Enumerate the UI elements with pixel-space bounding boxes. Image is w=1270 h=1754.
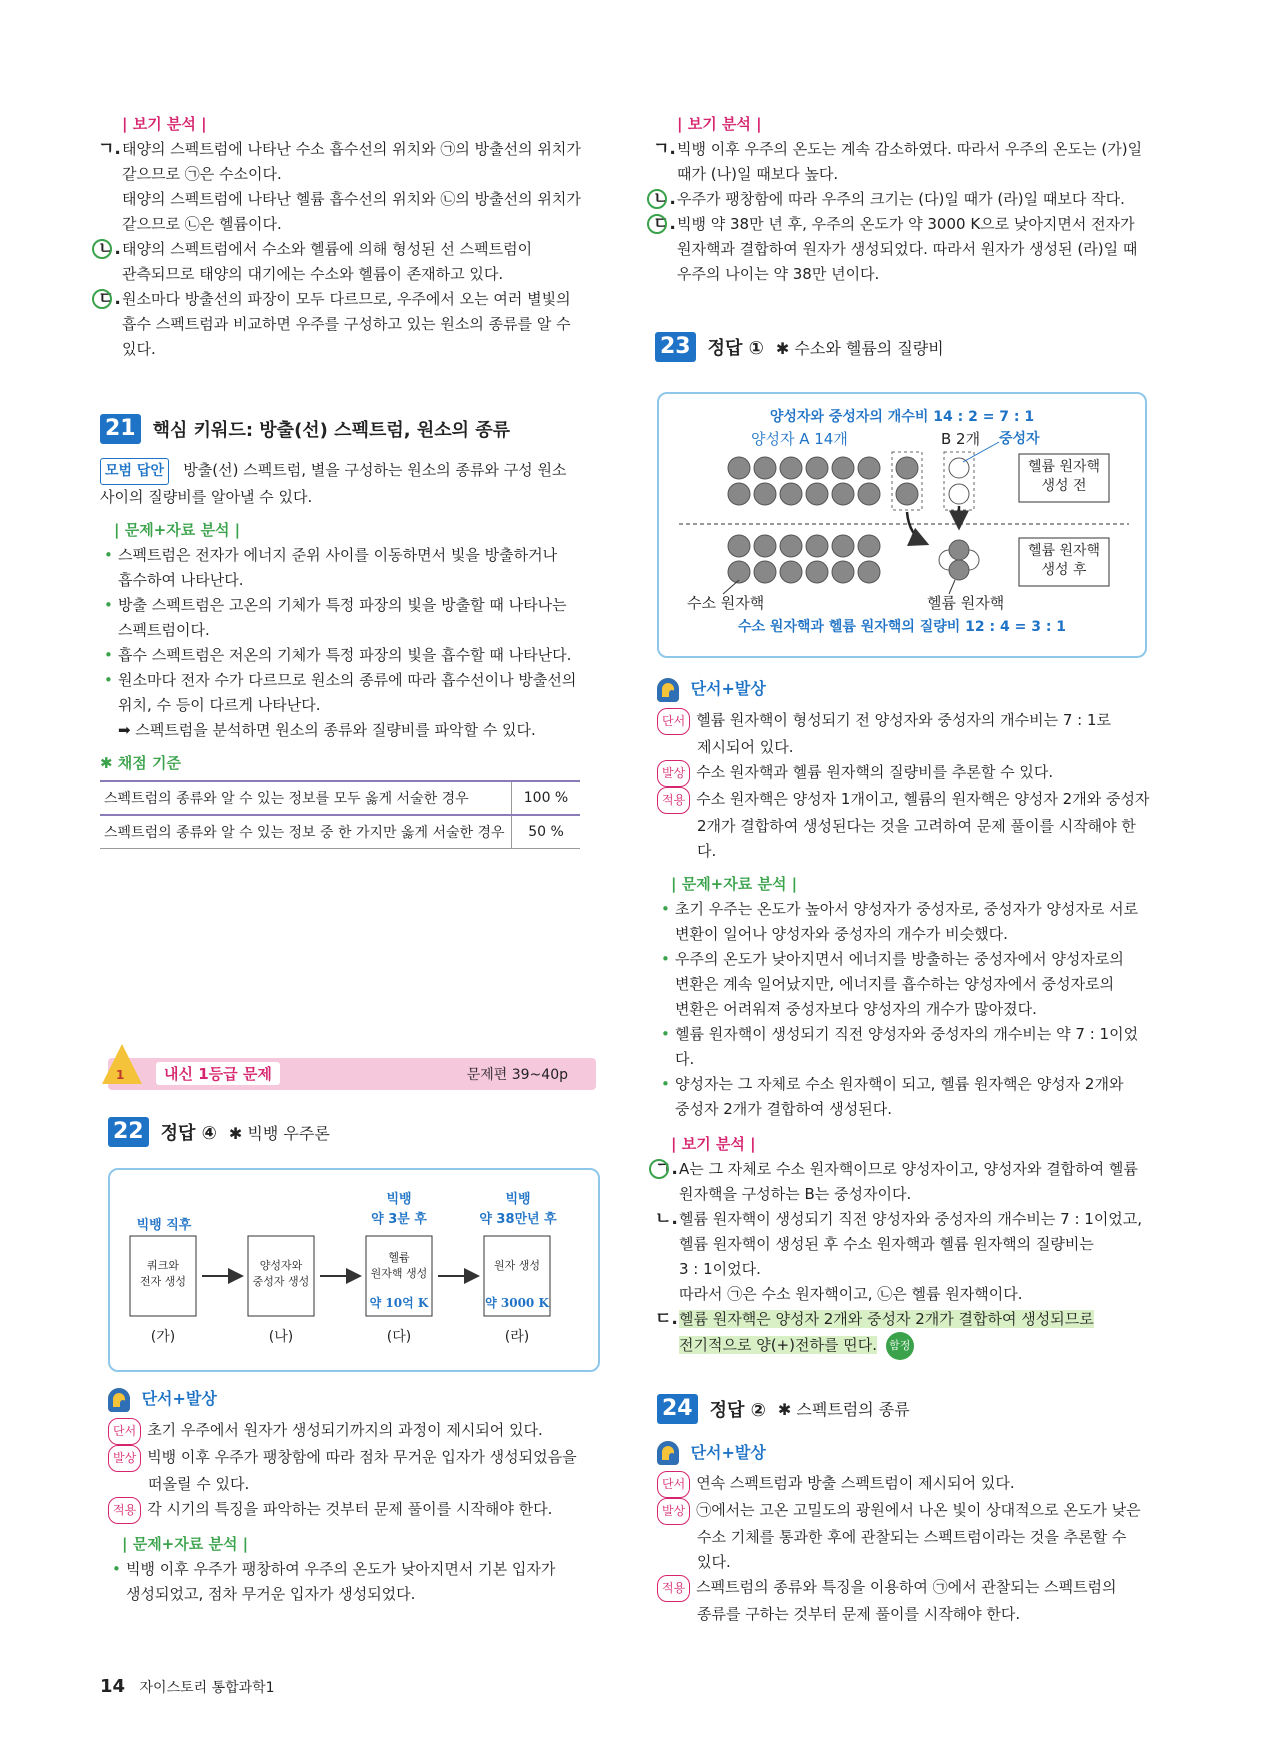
correct-circle-icon [647,214,667,234]
bogi-item-3: ㄷ. 빅뱅 약 38만 년 후, 우주의 온도가 약 3000 K으로 낮아지면서 전자가 원자핵과 결합하여 원자가 생성되었다. 따라서 원자가 생성된 (라)일 때 우주의 나이는 약 38만 년이다. [655,212,1150,287]
q21-conclusion: ➡ 스펙트럼을 분석하면 원소의 종류와 질량비를 파악할 수 있다. [118,721,536,739]
neutrons-before [949,458,969,504]
q23-bullet: • 헬륨 원자핵이 생성되기 직전 양성자와 중성자의 개수비는 약 7 : 1이었다. [657,1022,1152,1072]
helium-nucleus-label: 헬륨 원자핵 [927,594,1005,612]
page-number: 14 [100,1676,126,1697]
q21-number: 21 [100,414,141,444]
lightbulb-head-icon [108,1388,130,1412]
tip-row: 발상 빅뱅 이후 우주가 팽창함에 따라 점차 무거운 입자가 생성되었음을 [108,1445,598,1472]
correct-circle-icon [92,289,112,309]
bogi-item-1: ㄱ. 빅뱅 이후 우주의 온도는 계속 감소하였다. 따라서 우주의 온도는 (가)일 때가 (나)일 때보다 높다. [653,139,1143,183]
q21-header [100,414,595,444]
stage-label: (나) [268,1329,294,1345]
left-column: | 보기 분석 | ㄱ. 태양의 스펙트럼에 나타난 수소 흡수선의 위치와 ㉠의 방출선의 위치가 같으므로 ㉠은 수소이다. 태양의 스펙트럼에 나타난 헬륨 흡수선의 위치와 ㉡의 방출선의 위치가 같으므로 ㉡은 헬륨이다. ㄴ. 태양의 스펙트럼에서 수소와 헬륨에 의해 형성된 선 스펙트럼이 관측되므로 태양의 대기에는 수소와 헬륨이 존재하고 있다. ㄷ. 원소마다 방출선의 파장이 모두 다르므로, 우주에서 오는 여러 별빛의 흡수 스펙트럼과 비교하면 우주를 구성하고 있는 원소의 종류를 알 수 있다. 21 핵심 키워드: 방출(선) 스펙트럼, 원소의 종류 모범 답안 방출(선) 스펙트럼, 별을 구성하는 원소의 종류와 구성 원소 사이의 질량비를 알아낼 수 있다. | 문제+자료 분석 | • 스펙트럼은 전자가 에너지 준위 사이를 이동하면서 빛을 방출하거나 흡수하여 나타난다. • 방출 스펙트럼은 고온의 기체가 특정 파장의 빛을 방출할 때 나타나는 스펙트럼이다. • 흡수 스펙트럼은 저온의 기체가 특정 파장의 빛을 흡수할 때 나타난다. • 원소마다 전자 수가 다르므로 원소의 종류에 따라 흡수선이나 방출선의 위치, 수 등이 다르게 나타난다. ➡ 스펙트럼을 분석하면 원소의 종류와 질량비를 파악할 수 있다. ✱ 채점 기준 스펙트럼의 종류와 알 수 있는 정보를 모두 옳게 서술한 경우 100 % 스펙트럼의 종류와 알 수 있는 정보 중 한 가지만 옳게 서술한 경우 50 % [100,112,595,849]
stage-top-label: 빅뱅 약 38만년 후 [479,1192,557,1227]
q24-header: 24 정답 ② ✱ 스펙트럼의 종류 [657,1394,1152,1424]
bogi-item-2: ㄴ. 우주가 팽창함에 따라 우주의 크기는 (다)일 때가 (라)일 때보다 작다. [655,187,1150,212]
correct-circle-icon [649,1159,669,1179]
bogi-item-2: ㄴ. 태양의 스펙트럼에서 수소와 헬륨에 의해 형성된 선 스펙트럼이 관측되므로 태양의 대기에는 수소와 헬륨이 존재하고 있다. [100,237,595,287]
proton-label: 양성자 A 14개 [751,430,848,448]
bogi-item-3: ㄷ. 원소마다 방출선의 파장이 모두 다르므로, 우주에서 오는 여러 별빛의 흡수 스펙트럼과 비교하면 우주를 구성하고 있는 원소의 종류를 알 수 있다. [100,287,595,362]
tips-header: 단서+발상 [108,1386,598,1412]
tip-row: 적용 각 시기의 특징을 파악하는 것부터 문제 풀이를 시작해야 한다. [108,1497,598,1524]
table-row: 스펙트럼의 종류와 알 수 있는 정보를 모두 옳게 서술한 경우 100 % [100,781,580,815]
banner-page: 문제편 39~40p [466,1067,568,1083]
q22-header: 22 정답 ④ ✱ 빅뱅 우주론 [108,1117,330,1147]
q23-bullet: • 양성자는 그 자체로 수소 원자핵이 되고, 헬륨 원자핵은 양성자 2개와 중성자 2개가 결합하여 생성된다. [657,1072,1152,1122]
tip-row: 적용 스펙트럼의 종류와 특징을 이용하여 ㉠에서 관찰되는 스펙트럼의 [657,1575,1152,1602]
bigbang-diagram [108,1168,600,1372]
stage-text: 쿼크와 전자 생성 [139,1259,186,1288]
tip-row: 발상 수소 원자핵과 헬륨 원자핵의 질량비를 추론할 수 있다. [657,760,1152,787]
stage-label: (가) [150,1329,176,1345]
hydrogen-nucleus-label: 수소 원자핵 [687,594,765,612]
criteria-table [100,780,580,849]
ratio-bottom: 수소 원자핵과 헬륨 원자핵의 질량비 12 : 4 = 3 : 1 [737,619,1067,635]
q23-header: 23 정답 ① ✱ 수소와 헬륨의 질량비 [655,332,1150,362]
q22-tips: 단서+발상 단서 초기 우주에서 원자가 생성되기까지의 과정이 제시되어 있다. 발상 빅뱅 이후 우주가 팽창함에 따라 점차 무거운 입자가 생성되었음을 떠올릴 수 있다. 적용 각 시기의 특징을 파악하는 것부터 문제 풀이를 시작해야 한다. | 문제+자료 분석 | • 빅뱅 이후 우주가 팽창하여 우주의 온도가 낮아지면서 기본 입자가 생성되었고, 점차 무거운 입자가 생성되었다. [108,1386,598,1607]
stage-top-label: 빅뱅 직후 [136,1218,192,1233]
criteria-title: ✱ 채점 기준 [100,754,181,772]
stage-text: 원자 생성 [493,1259,540,1272]
tip-row: 발상 ㉠에서는 고온 고밀도의 광원에서 나온 빛이 상대적으로 온도가 낮은 [657,1498,1152,1525]
q21-title: 핵심 키워드: 방출(선) 스펙트럼, 원소의 종류 [152,420,511,441]
tip-row: 단서 연속 스펙트럼과 방출 스펙트럼이 제시되어 있다. [657,1471,1152,1498]
stage-label: (라) [504,1329,530,1345]
q23-tips: 단서+발상 단서 헬륨 원자핵이 형성되기 전 양성자와 중성자의 개수비는 7 : 1로 제시되어 있다. 발상 수소 원자핵과 헬륨 원자핵의 질량비를 추론할 수 있다. 적용 수소 원자핵은 양성자 1개이고, 헬륨의 원자핵은 양성자 2개와 중성자 2개가 결합하여 생성된다는 것을 고려하여 문제 풀이를 시작해야 한다. | 문제+자료 분석 | • 초기 우주는 온도가 높아서 양성자가 중성자로, 중성자가 양성자로 서로 변환이 일어나 양성자와 중성자의 개수가 비슷했다. • 우주의 온도가 낮아지면서 에너지를 방출하는 중성자에서 양성자로의 변환은 계속 일어났지만, 에너지를 흡수하는 양성자에서 중성자로의 변환은 어려워져 중성자보다 양성자의 개수가 많아졌다. • 헬륨 원자핵이 생성되기 직전 양성자와 중성자의 개수비는 약 7 : 1이었다. • 양성자는 그 자체로 수소 원자핵이 되고, 헬륨 원자핵은 양성자 2개와 중성자 2개가 결합하여 생성된다. | 보기 분석 | ㄱ. A는 그 자체로 수소 원자핵이므로 양성자이고, 양성자와 결합하여 헬륨 원자핵을 구성하는 B는 중성자이다. ㄴ. 헬륨 원자핵이 생성되기 직전 양성자와 중성자의 개수비는 7 : 1이었고, 헬륨 원자핵이 생성된 후 수소 원자핵과 헬륨 원자핵의 질량비는 3 : 1이었다. 따라서 ㉠은 수소 원자핵이고, ㉡은 헬륨 원자핵이다. ㄷ. 헬륨 원자핵은 양성자 2개와 중성자 2개가 결합하여 생성되므로 전기적으로 양(+)전하를 띤다. 함정 24 정답 ② ✱ 스펙트럼의 종류 단서+발상 단서 연속 스펙트럼과 방출 스펙트럼이 제시되어 있다. 발상 ㉠에서는 고온 고밀도의 광원에서 나온 빛이 상대적으로 온도가 낮은 수소 기체를 통과한 후에 관찰되는 스펙트럼이라는 것을 추론할 수 있다. 적용 스펙트럼의 종류와 특징을 이용하여 ㉠에서 관찰되는 스펙트럼의 종류를 구하는 것부터 문제 풀이를 시작해야 한다. [657,676,1152,1627]
after-label: 헬륨 원자핵 생성 후 [1027,543,1101,578]
tip-row: 단서 헬륨 원자핵이 형성되기 전 양성자와 중성자의 개수비는 7 : 1로 [657,708,1152,735]
lightbulb-head-icon [657,1441,679,1465]
lightbulb-head-icon [657,678,679,702]
bogi-item-2: ㄴ. 헬륨 원자핵이 생성되기 직전 양성자와 중성자의 개수비는 7 : 1이었고, 헬륨 원자핵이 생성된 후 수소 원자핵과 헬륨 원자핵의 질량비는 3 : 1이었다. 따라서 ㉠은 수소 원자핵이고, ㉡은 헬륨 원자핵이다. [655,1208,1143,1303]
stage-top-label: 빅뱅 약 3분 후 [371,1192,427,1227]
q23-bullet: • 우주의 온도가 낮아지면서 에너지를 방출하는 중성자에서 양성자로의 변환은 계속 일어났지만, 에너지를 흡수하는 양성자에서 중성자로의 변환은 어려워져 중성자보다 양성자의 개수가 많아졌다. [657,947,1152,1022]
q23-bullet: • 초기 우주는 온도가 높아서 양성자가 중성자로, 중성자가 양성자로 서로 변환이 일어나 양성자와 중성자의 개수가 비슷했다. [657,897,1152,947]
protons-before [728,457,918,505]
protons-after [728,535,880,583]
stage-temp: 약 3000 K [485,1296,549,1310]
q22-bullet: • 빅뱅 이후 우주가 팽창하여 우주의 온도가 낮아지면서 기본 입자가 생성되었고, 점차 무거운 입자가 생성되었다. [108,1557,598,1607]
bogi-item-1: ㄱ. A는 그 자체로 수소 원자핵이므로 양성자이고, 양성자와 결합하여 헬륨 원자핵을 구성하는 B는 중성자이다. [657,1157,1152,1207]
q21-model-answer: 모범 답안 방출(선) 스펙트럼, 별을 구성하는 원소의 종류와 구성 원소 [100,458,595,485]
q21-bullet: • 방출 스펙트럼은 고온의 기체가 특정 파장의 빛을 방출할 때 나타나는 스펙트럼이다. [100,593,595,643]
banner-label: 내신 1등급 문제 [156,1062,280,1085]
table-row: 스펙트럼의 종류와 알 수 있는 정보 중 한 가지만 옳게 서술한 경우 50 % [100,815,580,849]
correct-circle-icon [92,239,112,259]
tip-row: 적용 수소 원자핵은 양성자 1개이고, 헬륨의 원자핵은 양성자 2개와 중성자 [657,787,1152,814]
right-column: | 보기 분석 | ㄱ. 빅뱅 이후 우주의 온도는 계속 감소하였다. 따라서 우주의 온도는 (가)일 때가 (나)일 때보다 높다. ㄴ. 우주가 팽창함에 따라 우주의 크기는 (다)일 때가 (라)일 때보다 작다. ㄷ. 빅뱅 약 38만 년 후, 우주의 온도가 약 3000 K으로 낮아지면서 전자가 원자핵과 결합하여 원자가 생성되었다. 따라서 원자가 생성된 (라)일 때 우주의 나이는 약 38만 년이다. 23 정답 ① ✱ 수소와 헬륨의 질량비 [655,112,1150,362]
stage-text: 양성자와 중성자 생성 [252,1259,310,1288]
q21-bullet: • 흡수 스펙트럼은 저온의 기체가 특정 파장의 빛을 흡수할 때 나타난다. [100,643,595,668]
bogi-item-3: ㄷ. 헬륨 원자핵은 양성자 2개와 중성자 2개가 결합하여 생성되므로 전기적으로 양(+)전하를 띤다. 함정 [657,1307,1152,1360]
grade-banner: 1 내신 1등급 문제 문제편 39~40p [108,1058,596,1090]
trap-badge: 함정 [886,1332,914,1360]
bogi-title: | 보기 분석 | [122,115,207,133]
q21-analysis-title: | 문제+자료 분석 | [114,521,241,539]
nucleus-diagram [657,392,1147,658]
q21-bullet: • 원소마다 전자 수가 다르므로 원소의 종류에 따라 흡수선이나 방출선의 위치, 수 등이 다르게 나타난다. [100,668,595,718]
before-label: 헬륨 원자핵 생성 전 [1027,459,1101,494]
correct-circle-icon [647,189,667,209]
stage-temp: 약 10억 K [369,1296,429,1310]
helium-nucleus [939,540,979,580]
q21-bullet: • 스펙트럼은 전자가 에너지 준위 사이를 이동하면서 빛을 방출하거나 흡수하여 나타난다. [100,543,595,593]
book-title: 자이스토리 통합과학1 [139,1680,275,1696]
tips-header: 단서+발상 [657,676,1152,702]
bogi-item-1: ㄱ. 태양의 스펙트럼에 나타난 수소 흡수선의 위치와 ㉠의 방출선의 위치가 같으므로 ㉠은 수소이다. 태양의 스펙트럼에 나타난 헬륨 흡수선의 위치와 ㉡의 방출선의 위치가 같으므로 ㉡은 헬륨이다. [98,139,581,233]
q22-number: 22 [108,1117,149,1147]
stage-text: 헬륨 원자핵 생성 [370,1251,428,1280]
neutron-count-label: B 2개 [941,430,981,448]
tip-row: 단서 초기 우주에서 원자가 생성되기까지의 과정이 제시되어 있다. [108,1418,598,1445]
footer [100,1676,275,1697]
tips-header: 단서+발상 [657,1440,1152,1466]
stage-label: (다) [386,1329,412,1345]
ratio-top: 양성자와 중성자의 개수비 14 : 2 = 7 : 1 [769,409,1035,425]
neutron-label: 중성자 [999,431,1040,447]
